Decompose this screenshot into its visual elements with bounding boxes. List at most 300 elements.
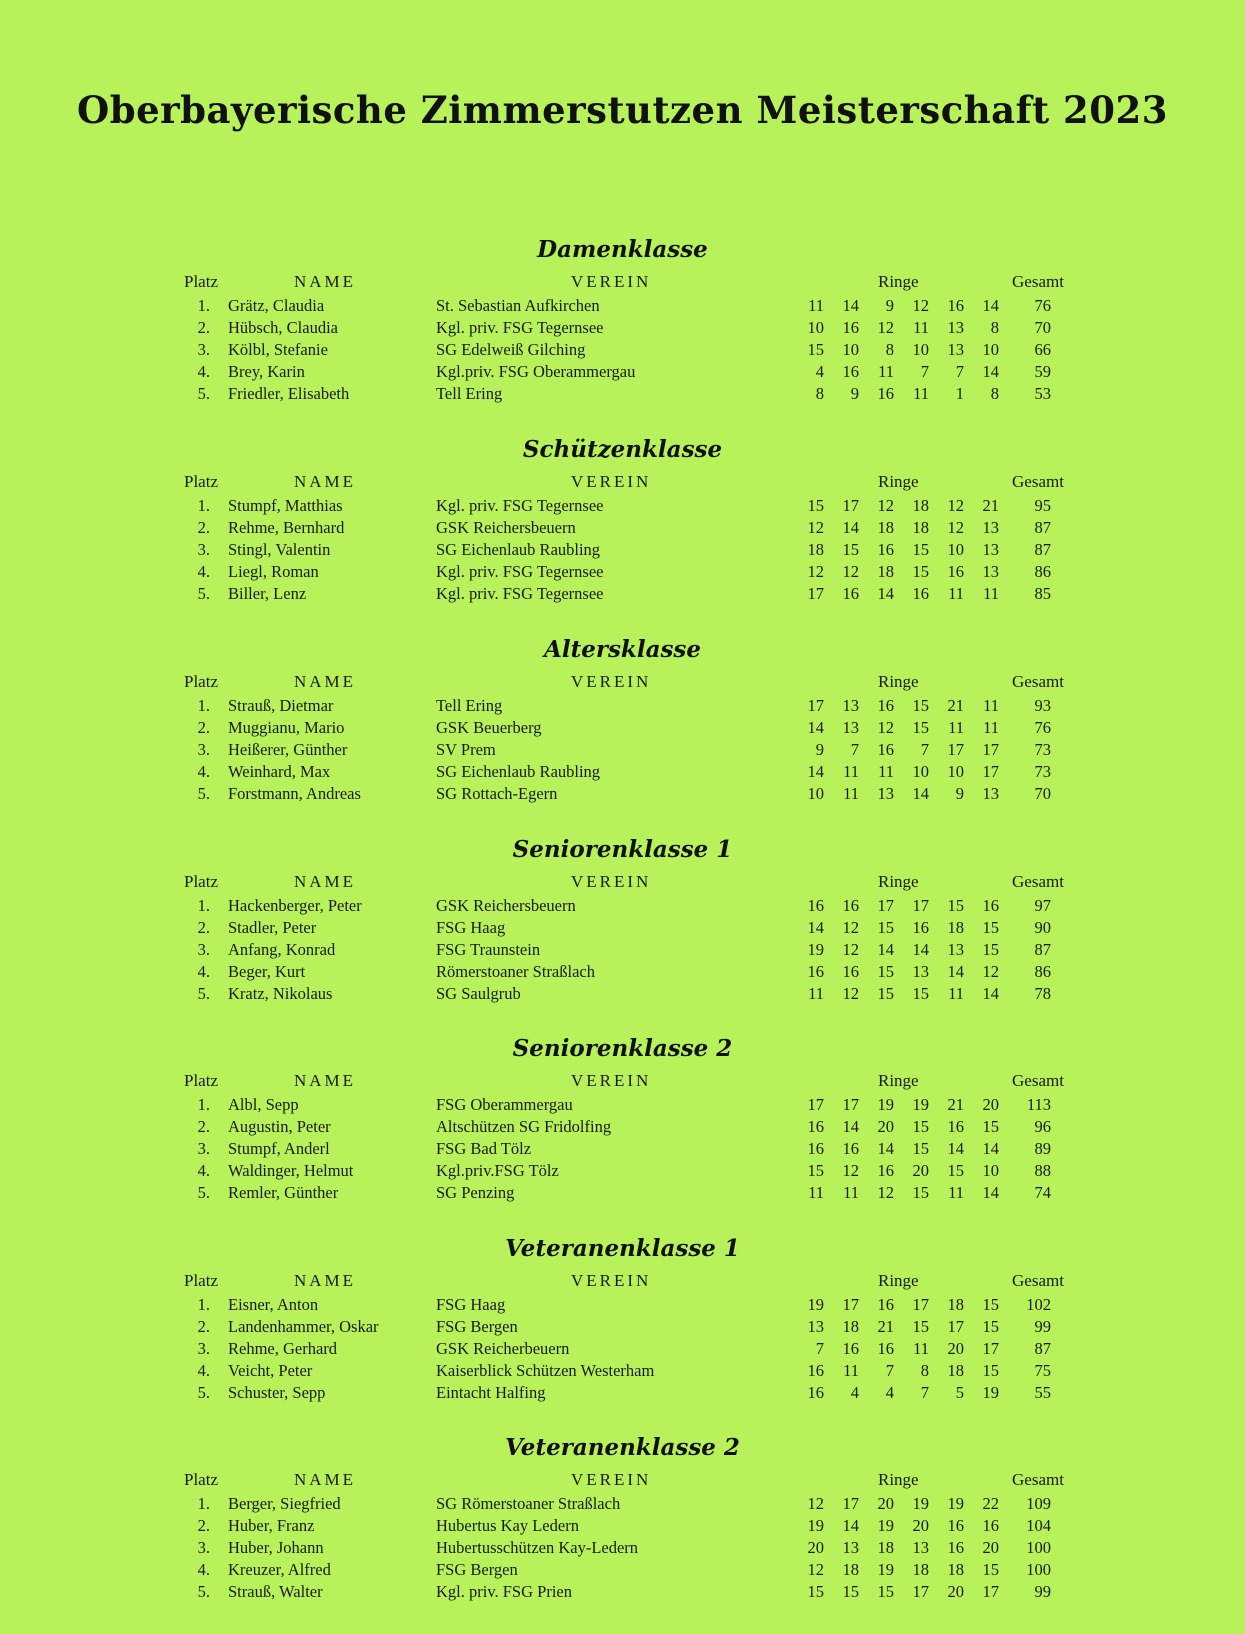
ring-score: 21 (947, 1095, 964, 1114)
ring-score: 17 (947, 1317, 964, 1336)
ring-score: 14 (982, 1183, 999, 1202)
ring-score: 18 (807, 540, 824, 559)
ring-score: 16 (877, 1295, 894, 1314)
shooter-name: Biller, Lenz (228, 584, 307, 603)
ring-score: 17 (842, 496, 859, 515)
ring-score: 15 (982, 1117, 999, 1136)
ring-score: 15 (982, 1317, 999, 1336)
shooter-name: Albl, Sepp (228, 1095, 299, 1114)
shooter-name: Huber, Franz (228, 1516, 315, 1535)
ring-score: 8 (815, 384, 824, 403)
ring-score: 18 (877, 562, 894, 581)
ring-score: 15 (912, 1317, 929, 1336)
table-row (0, 1494, 1245, 1516)
header-gesamt: Gesamt (1012, 1470, 1064, 1489)
ring-score: 15 (842, 540, 859, 559)
ring-score: 10 (982, 1161, 999, 1180)
ring-score: 15 (807, 1582, 824, 1601)
ring-score: 7 (815, 1339, 824, 1358)
ring-score: 17 (807, 584, 824, 603)
ring-score: 16 (982, 1516, 999, 1535)
ring-score: 15 (912, 540, 929, 559)
ring-score: 11 (808, 296, 824, 315)
ring-score: 8 (990, 384, 999, 403)
total-score: 74 (1034, 1183, 1051, 1202)
total-score: 88 (1034, 1161, 1051, 1180)
club-name: GSK Reichersbeuern (436, 896, 576, 915)
ring-score: 13 (947, 940, 964, 959)
table-row (0, 740, 1245, 762)
club-name: SG Römerstoaner Straßlach (436, 1494, 621, 1513)
class-title: Seniorenklasse 1 (512, 836, 733, 863)
ring-score: 18 (877, 518, 894, 537)
ring-score: 16 (842, 962, 859, 981)
header-name: NAME (294, 872, 357, 891)
ring-score: 15 (877, 918, 894, 937)
rank: 4. (197, 362, 210, 381)
header-name: NAME (294, 472, 357, 491)
ring-score: 19 (947, 1494, 964, 1513)
ring-score: 10 (912, 340, 929, 359)
ring-score: 15 (877, 962, 894, 981)
table-row (0, 762, 1245, 784)
club-name: GSK Reichersbeuern (436, 518, 576, 537)
club-name: Kgl.priv.FSG Tölz (436, 1161, 559, 1180)
ring-score: 20 (982, 1538, 999, 1557)
ring-score: 16 (877, 696, 894, 715)
ring-score: 4 (815, 362, 824, 381)
total-score: 70 (1034, 318, 1051, 337)
ring-score: 7 (955, 362, 964, 381)
ring-score: 13 (842, 696, 859, 715)
club-name: GSK Beuerberg (436, 718, 542, 737)
total-score: 86 (1034, 962, 1051, 981)
header-gesamt: Gesamt (1012, 272, 1064, 291)
shooter-name: Stingl, Valentin (228, 540, 331, 559)
total-score: 73 (1034, 762, 1051, 781)
total-score: 99 (1034, 1582, 1051, 1601)
header-platz: Platz (184, 272, 218, 291)
header-name: NAME (294, 272, 357, 291)
table-row (0, 1560, 1245, 1582)
ring-score: 4 (850, 1383, 859, 1402)
ring-score: 11 (948, 984, 964, 1003)
ring-score: 10 (982, 340, 999, 359)
ring-score: 16 (877, 384, 894, 403)
ring-score: 14 (807, 762, 824, 781)
rank: 3. (197, 940, 210, 959)
ring-score: 21 (947, 696, 964, 715)
ring-score: 12 (807, 562, 824, 581)
total-score: 89 (1034, 1139, 1051, 1158)
rank: 5. (197, 1383, 210, 1402)
shooter-name: Hackenberger, Peter (228, 896, 362, 915)
ring-score: 14 (982, 1139, 999, 1158)
ring-score: 22 (982, 1494, 999, 1513)
table-row (0, 362, 1245, 384)
club-name: Hubertusschützen Kay-Ledern (436, 1538, 639, 1557)
rank: 3. (197, 740, 210, 759)
total-score: 87 (1034, 1339, 1051, 1358)
total-score: 87 (1034, 518, 1051, 537)
shooter-name: Kölbl, Stefanie (228, 340, 328, 359)
shooter-name: Stumpf, Anderl (228, 1139, 330, 1158)
ring-score: 13 (877, 784, 894, 803)
ring-score: 12 (807, 1560, 824, 1579)
ring-score: 16 (877, 740, 894, 759)
ring-score: 9 (885, 296, 894, 315)
total-score: 55 (1034, 1383, 1051, 1402)
shooter-name: Heißerer, Günther (228, 740, 348, 759)
ring-score: 16 (842, 584, 859, 603)
ring-score: 12 (877, 1183, 894, 1202)
total-score: 70 (1034, 784, 1051, 803)
total-score: 104 (1026, 1516, 1051, 1535)
header-platz: Platz (184, 1470, 218, 1489)
total-score: 73 (1034, 740, 1051, 759)
ring-score: 11 (843, 784, 859, 803)
ring-score: 12 (842, 984, 859, 1003)
ring-score: 15 (912, 1183, 929, 1202)
ring-score: 16 (807, 962, 824, 981)
ring-score: 17 (982, 1339, 999, 1358)
table-row (0, 540, 1245, 562)
ring-score: 18 (842, 1560, 859, 1579)
rank: 4. (197, 1560, 210, 1579)
header-ringe: Ringe (878, 672, 919, 691)
ring-score: 16 (807, 896, 824, 915)
total-score: 102 (1026, 1295, 1051, 1314)
ring-score: 11 (983, 696, 999, 715)
club-name: Kaiserblick Schützen Westerham (436, 1361, 655, 1380)
shooter-name: Waldinger, Helmut (228, 1161, 354, 1180)
total-score: 87 (1034, 540, 1051, 559)
header-name: NAME (294, 1271, 357, 1290)
ring-score: 13 (842, 1538, 859, 1557)
header-verein: VEREIN (571, 872, 652, 891)
class-title: Seniorenklasse 2 (512, 1035, 733, 1062)
rank: 4. (197, 1161, 210, 1180)
table-row (0, 518, 1245, 540)
ring-score: 11 (948, 718, 964, 737)
ring-score: 16 (912, 918, 929, 937)
ring-score: 7 (885, 1361, 894, 1380)
ring-score: 15 (912, 984, 929, 1003)
shooter-name: Anfang, Konrad (228, 940, 336, 959)
table-row (0, 1516, 1245, 1538)
table-row (0, 1139, 1245, 1161)
ring-score: 19 (912, 1095, 929, 1114)
club-name: SG Rottach-Egern (436, 784, 558, 803)
ring-score: 16 (877, 1339, 894, 1358)
club-name: Kgl. priv. FSG Tegernsee (436, 496, 604, 515)
ring-score: 13 (842, 718, 859, 737)
club-name: FSG Oberammergau (436, 1095, 573, 1114)
header-verein: VEREIN (571, 1071, 652, 1090)
table-row (0, 918, 1245, 940)
rank: 3. (197, 1538, 210, 1557)
ring-score: 20 (947, 1582, 964, 1601)
ring-score: 14 (807, 718, 824, 737)
ring-score: 17 (982, 740, 999, 759)
ring-score: 13 (947, 318, 964, 337)
header-platz: Platz (184, 872, 218, 891)
table-row (0, 984, 1245, 1006)
header-gesamt: Gesamt (1012, 672, 1064, 691)
ring-score: 15 (982, 1295, 999, 1314)
ring-score: 19 (877, 1560, 894, 1579)
table-row (0, 318, 1245, 340)
club-name: Kgl. priv. FSG Tegernsee (436, 562, 604, 581)
shooter-name: Brey, Karin (228, 362, 305, 381)
total-score: 76 (1034, 718, 1051, 737)
ring-score: 14 (912, 784, 929, 803)
ring-score: 16 (842, 896, 859, 915)
ring-score: 14 (982, 984, 999, 1003)
ring-score: 20 (807, 1538, 824, 1557)
club-name: Kgl. priv. FSG Tegernsee (436, 318, 604, 337)
shooter-name: Stadler, Peter (228, 918, 317, 937)
table-row (0, 1383, 1245, 1405)
ring-score: 8 (920, 1361, 929, 1380)
class-title: Veteranenklasse 1 (505, 1235, 740, 1262)
ring-score: 14 (982, 362, 999, 381)
total-score: 53 (1034, 384, 1051, 403)
ring-score: 17 (807, 1095, 824, 1114)
table-row (0, 384, 1245, 406)
table-row (0, 1295, 1245, 1317)
club-name: SG Edelweiß Gilching (436, 340, 586, 359)
shooter-name: Huber, Johann (228, 1538, 324, 1557)
header-verein: VEREIN (571, 472, 652, 491)
ring-score: 10 (912, 762, 929, 781)
total-score: 100 (1026, 1560, 1051, 1579)
table-row (0, 340, 1245, 362)
club-name: Kgl. priv. FSG Prien (436, 1582, 572, 1601)
ring-score: 16 (982, 896, 999, 915)
rank: 2. (197, 1317, 210, 1336)
table-row (0, 962, 1245, 984)
shooter-name: Kreuzer, Alfred (228, 1560, 331, 1579)
ring-score: 16 (842, 1139, 859, 1158)
ring-score: 19 (807, 1295, 824, 1314)
ring-score: 19 (912, 1494, 929, 1513)
header-platz: Platz (184, 472, 218, 491)
header-gesamt: Gesamt (1012, 472, 1064, 491)
ring-score: 1 (955, 384, 964, 403)
table-row (0, 718, 1245, 740)
club-name: SG Eichenlaub Raubling (436, 762, 601, 781)
rank: 5. (197, 384, 210, 403)
ring-score: 15 (982, 1361, 999, 1380)
ring-score: 11 (843, 1183, 859, 1202)
rank: 4. (197, 1361, 210, 1380)
ring-score: 16 (842, 318, 859, 337)
rank: 2. (197, 1516, 210, 1535)
club-name: Altschützen SG Fridolfing (436, 1117, 612, 1136)
rank: 3. (197, 1139, 210, 1158)
shooter-name: Grätz, Claudia (228, 296, 325, 315)
ring-score: 12 (912, 296, 929, 315)
ring-score: 17 (912, 1295, 929, 1314)
ring-score: 16 (912, 584, 929, 603)
table-row (0, 1582, 1245, 1604)
ring-score: 14 (807, 918, 824, 937)
club-name: Kgl.priv. FSG Oberammergau (436, 362, 636, 381)
ring-score: 11 (878, 362, 894, 381)
table-row (0, 1161, 1245, 1183)
ring-score: 19 (807, 1516, 824, 1535)
club-name: FSG Traunstein (436, 940, 541, 959)
ring-score: 11 (843, 762, 859, 781)
header-ringe: Ringe (878, 1470, 919, 1489)
shooter-name: Berger, Siegfried (228, 1494, 341, 1513)
ring-score: 18 (912, 496, 929, 515)
ring-score: 11 (913, 318, 929, 337)
ring-score: 4 (885, 1383, 894, 1402)
shooter-name: Strauß, Dietmar (228, 696, 334, 715)
ring-score: 17 (842, 1494, 859, 1513)
total-score: 97 (1034, 896, 1051, 915)
ring-score: 20 (912, 1516, 929, 1535)
ring-score: 18 (947, 1295, 964, 1314)
ring-score: 9 (955, 784, 964, 803)
ring-score: 15 (807, 496, 824, 515)
shooter-name: Weinhard, Max (228, 762, 331, 781)
ring-score: 15 (982, 1560, 999, 1579)
ring-score: 12 (842, 562, 859, 581)
ring-score: 21 (982, 496, 999, 515)
table-row (0, 1095, 1245, 1117)
table-row (0, 1317, 1245, 1339)
club-name: St. Sebastian Aufkirchen (436, 296, 600, 315)
ring-score: 20 (877, 1117, 894, 1136)
ring-score: 11 (843, 1361, 859, 1380)
ring-score: 13 (947, 340, 964, 359)
table-row (0, 696, 1245, 718)
table-row (0, 296, 1245, 318)
table-row (0, 1538, 1245, 1560)
page-title: Oberbayerische Zimmerstutzen Meisterschaft 2023 (76, 88, 1168, 132)
shooter-name: Liegl, Roman (228, 562, 319, 581)
table-row (0, 1117, 1245, 1139)
header-platz: Platz (184, 1271, 218, 1290)
club-name: Hubertus Kay Ledern (436, 1516, 579, 1535)
club-name: FSG Haag (436, 1295, 506, 1314)
ring-score: 10 (807, 318, 824, 337)
header-verein: VEREIN (571, 1470, 652, 1489)
ring-score: 10 (807, 784, 824, 803)
ring-score: 11 (913, 384, 929, 403)
ring-score: 7 (920, 740, 929, 759)
club-name: FSG Bergen (436, 1317, 518, 1336)
ring-score: 12 (982, 962, 999, 981)
rank: 4. (197, 562, 210, 581)
ring-score: 14 (877, 1139, 894, 1158)
ring-score: 16 (947, 296, 964, 315)
ring-score: 20 (982, 1095, 999, 1114)
shooter-name: Friedler, Elisabeth (228, 384, 350, 403)
ring-score: 13 (982, 518, 999, 537)
ring-score: 15 (842, 1582, 859, 1601)
ring-score: 15 (912, 1117, 929, 1136)
ring-score: 17 (842, 1295, 859, 1314)
ring-score: 15 (807, 1161, 824, 1180)
header-gesamt: Gesamt (1012, 872, 1064, 891)
ring-score: 7 (920, 1383, 929, 1402)
ring-score: 13 (912, 1538, 929, 1557)
club-name: SG Saulgrub (436, 984, 521, 1003)
shooter-name: Stumpf, Matthias (228, 496, 343, 515)
header-ringe: Ringe (878, 872, 919, 891)
total-score: 100 (1026, 1538, 1051, 1557)
rank: 5. (197, 1183, 210, 1202)
rank: 2. (197, 518, 210, 537)
header-platz: Platz (184, 672, 218, 691)
club-name: Tell Ering (436, 696, 503, 715)
club-name: Römerstoaner Straßlach (436, 962, 595, 981)
ring-score: 20 (912, 1161, 929, 1180)
ring-score: 18 (947, 1560, 964, 1579)
ring-score: 7 (850, 740, 859, 759)
ring-score: 14 (842, 296, 859, 315)
total-score: 96 (1034, 1117, 1051, 1136)
table-row (0, 1339, 1245, 1361)
rank: 1. (197, 496, 210, 515)
ring-score: 11 (983, 718, 999, 737)
rank: 2. (197, 1117, 210, 1136)
table-row (0, 584, 1245, 606)
club-name: SG Eichenlaub Raubling (436, 540, 601, 559)
total-score: 78 (1034, 984, 1051, 1003)
ring-score: 17 (842, 1095, 859, 1114)
ring-score: 14 (912, 940, 929, 959)
header-ringe: Ringe (878, 472, 919, 491)
ring-score: 12 (947, 496, 964, 515)
shooter-name: Forstmann, Andreas (228, 784, 361, 803)
ring-score: 16 (877, 1161, 894, 1180)
ring-score: 9 (850, 384, 859, 403)
class-title: Schützenklasse (522, 436, 723, 463)
ring-score: 19 (877, 1516, 894, 1535)
ring-score: 18 (947, 1361, 964, 1380)
shooter-name: Remler, Günther (228, 1183, 339, 1202)
rank: 3. (197, 1339, 210, 1358)
ring-score: 15 (982, 940, 999, 959)
rank: 1. (197, 1095, 210, 1114)
shooter-name: Veicht, Peter (228, 1361, 313, 1380)
ring-score: 16 (947, 1516, 964, 1535)
ring-score: 8 (990, 318, 999, 337)
ring-score: 16 (947, 562, 964, 581)
ring-score: 17 (982, 1582, 999, 1601)
ring-score: 15 (912, 562, 929, 581)
header-verein: VEREIN (571, 1271, 652, 1290)
class-title: Altersklasse (543, 636, 701, 663)
total-score: 109 (1026, 1494, 1051, 1513)
ring-score: 12 (842, 918, 859, 937)
ring-score: 20 (947, 1339, 964, 1358)
shooter-name: Beger, Kurt (228, 962, 306, 981)
ring-score: 5 (955, 1383, 964, 1402)
ring-score: 18 (947, 918, 964, 937)
shooter-name: Schuster, Sepp (228, 1383, 326, 1402)
club-name: Eintacht Halfing (436, 1383, 546, 1402)
header-name: NAME (294, 672, 357, 691)
ring-score: 14 (982, 296, 999, 315)
club-name: SG Penzing (436, 1183, 515, 1202)
header-verein: VEREIN (571, 272, 652, 291)
